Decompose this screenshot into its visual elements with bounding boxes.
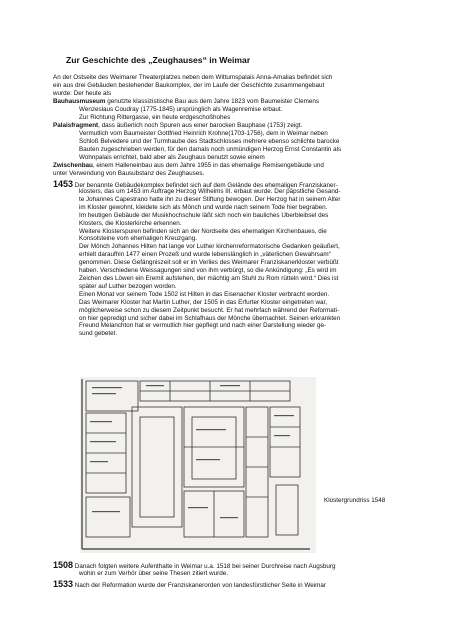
bauhaus-paragraph — [53, 98, 405, 106]
palais-line: Wohnpalais errichtet, bald aber als Zeughaus benutzt sowie einem — [79, 153, 265, 161]
palais-text: , dass äußerlich noch Spuren aus einer barocken Bauphase (1753) zeigt. — [98, 122, 303, 129]
entry-line: Der Mönch Johannes Hilten hat lange vor Luther kirchenreformatorische Gedanken geäußert, — [79, 243, 340, 251]
entry-1533-text: Nach der Reformation wurde der Franziskanerorden von landesfürstlicher Seite in Weimar — [73, 582, 326, 589]
zwischenbau-text: , einem Halleneinbau aus dem Jahre 1955 in das ehemalige Remisengebäude und — [92, 162, 324, 169]
palais-line: Bauten zugeschrieben werden, für den damals noch unmündigen Herzog Ernst Constantin als — [79, 145, 342, 153]
floor-plan-drawing — [80, 377, 316, 553]
zwischenbau-line: unter Verwendung von Bausubstanz des Zeughauses. — [53, 169, 205, 177]
palais-line: Vermutlich vom Baumeister Gottfried Heinrich Krohne(1703-1756), dem in Weimar neben — [79, 130, 328, 137]
entry-1508-text: Danach folgten weitere Aufenthalte in Weimar u.a. 1518 bei seiner Durchreise nach Augsburg — [73, 563, 336, 570]
zwischenbau-label: Zwischenbau — [53, 162, 93, 169]
entry-1508-second: wohin er zum Verhör über seine Thesen zitiert wurde. — [79, 570, 228, 577]
bauhaus-label: Bauhausmuseum — [53, 98, 106, 105]
intro-paragraph — [53, 74, 405, 98]
entry-line: haben. Verschiedene Weissagungen sind von ihm verbürgt, so die Ankündigung: „Es wird im — [79, 267, 337, 275]
entry-line: im Kloster gewohnt, kleidete sich als Mönch und wurde nach seinem Tode hier begraben. — [79, 203, 328, 211]
entry-1453-body — [79, 188, 405, 338]
palais-line: Schloß Belvedere und der Turmhaube des Stadtschlosses mehrere ebenso schlichte barocke — [79, 138, 340, 145]
page-title: Zur Geschichte des „Zeughauses“ in Weimar — [66, 55, 251, 65]
palais-detail-block — [79, 138, 405, 162]
entry-1533-first — [53, 580, 326, 590]
entry-line: Im heutigen Gebäude der Musikhochschule läßt sich noch ein bauliches Überbleibsel des — [79, 211, 329, 219]
entry-line: te Johannes Capestrano hatte ihn zu dieser Stiftung bewogen. Der Herzog hat in seinem Alter — [79, 195, 341, 203]
year-1453: 1453 — [53, 179, 74, 189]
year-1508: 1508 — [53, 560, 74, 570]
entry-line: Konsolsteine vom ehemaligen Kreuzgang. — [79, 235, 197, 243]
palais-detail — [79, 130, 328, 138]
palais-label: Palaisfragment — [53, 122, 99, 129]
zwischenbau-paragraph — [53, 162, 405, 178]
bauhaus-detail — [79, 106, 282, 122]
entry-line: on hier gepredigt und sicher dabei im Schlafhaus der Mönche übernachtet. Seinen erkrankten — [79, 314, 341, 322]
figure-caption: Klostergrundriss 1548 — [324, 497, 386, 504]
entry-line: später auf Luther bezogen worden. — [79, 282, 177, 290]
entry-line: Weitere Klosterspuren befinden sich an der Nordseite des ehemaligen Kirchenbaues, die — [79, 227, 327, 235]
intro-line: An der Ostseite des Weimarer Theaterplatzes neben dem Wittumspalais Anna-Amalias befindet sich — [53, 74, 333, 81]
entry-1453-text: Der benannte Gebäudekomplex befindet sich auf dem Gelände des ehemaligen Franziskaner- — [73, 182, 338, 189]
intro-line: ein aus drei Gebäuden bestehender Baukomplex, der im Laufe der Geschichte zusammengebaut — [53, 81, 325, 89]
entry-line: klosters, das um 1453 im Auftrage Herzog Wilhelms III. erbaut wurde. Der päpstliche Gesand- — [79, 188, 341, 195]
entry-line: Zeichen des Löwen ein Eremit aufstehen, der mächtig am Stuhl zu Rom rütteln wird.“ Dies ist — [79, 274, 339, 282]
entry-line: Einen Monat vor seinem Tode 1502 ist Hilten in das Eisenacher Kloster verbracht worden. — [79, 290, 330, 298]
bauhaus-line: Zur Richtung Rittergasse, ein heute erdgeschoßhohes — [79, 113, 231, 121]
bauhaus-text: genutzte klassizistische Bau aus dem Jahre 1823 vom Baumeister Clemens — [105, 98, 319, 105]
entry-line: genommen. Diese Gefängniszeit soll er im Verlies des Weimarer Franziskanerkloster verbüßt — [79, 259, 339, 267]
kloster-floor-plan — [80, 377, 316, 553]
entry-line: Das Weimarer Kloster hat Martin Luther, der 1505 in das Erfurter Kloster eingetreten war, — [79, 298, 328, 306]
intro-line: wurde: Der heute als — [53, 89, 112, 97]
entry-line: möglicherweise schon zu diesem Zeitpunkt besucht. Er hat mehrfach während der Reformati- — [79, 306, 340, 314]
year-1533: 1533 — [53, 579, 74, 589]
palais-paragraph — [53, 122, 405, 130]
entry-line: erhielt daraufhin 1477 einen Prozeß und wurde lebenslänglich in „väterlichen Gewahrsam“ — [79, 251, 331, 259]
entry-line: Freund Melanchton hat er vermutlich hier gepflegt und nach einer Darstellung wieder ge- — [79, 322, 327, 330]
entry-line: sund gebetet. — [79, 330, 118, 338]
entry-line: Klosters, die Klosterkirche erkennen. — [79, 219, 182, 227]
bauhaus-line: Wenzeslaus Coudray (1775-1845) ursprünglich als Wagenremise erbaut. — [79, 106, 283, 113]
